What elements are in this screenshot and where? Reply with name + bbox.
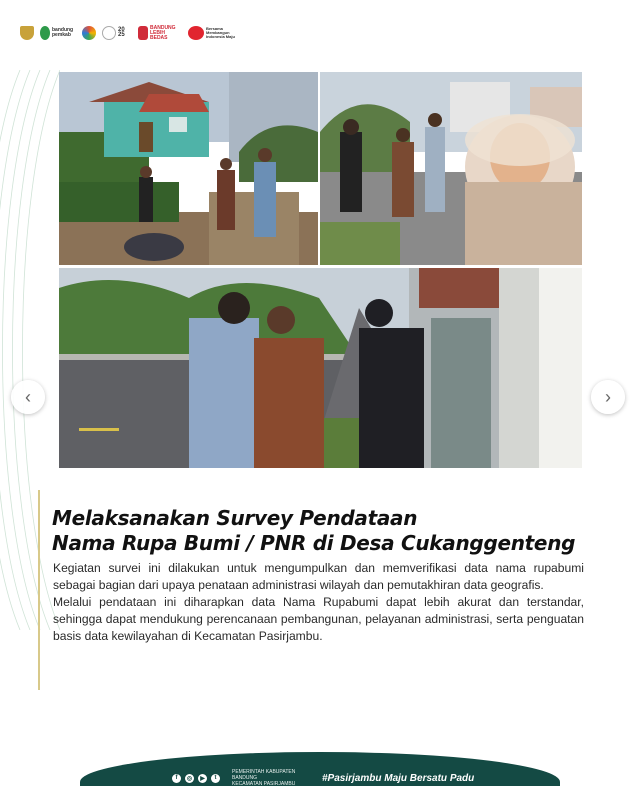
footer-org-line-2: KECAMATAN PASIRJAMBU	[232, 781, 296, 786]
bandung-lebih-bedas-logo: BANDUNG LEBIH BEDAS	[138, 26, 182, 41]
bedas-2025-logo: 20 25	[102, 26, 132, 40]
facebook-icon[interactable]: f	[172, 774, 181, 783]
twitter-icon[interactable]: t	[211, 774, 220, 783]
bedas-maju-logo: Bersama Membangun Indonesia Maju	[188, 26, 236, 40]
title-line-2: Nama Rupa Bumi / PNR di Desa Cukanggenteng	[52, 531, 576, 555]
instagram-icon[interactable]: ◎	[186, 775, 193, 782]
title-line-1: Melaksanakan Survey Pendataan	[52, 506, 418, 530]
chevron-right-icon: ›	[605, 386, 611, 407]
carousel-next-button[interactable]	[591, 380, 625, 414]
kabupaten-bandung-crest-logo	[20, 26, 34, 40]
partner-logo-bar	[20, 22, 236, 44]
footer-org-line-1: PEMERINTAH KABUPATEN BANDUNG	[232, 769, 296, 781]
body-paragraph-1: Kegiatan survei ini dilakukan untuk mengumpulkan dan memverifikasi data nama rupabumi sebagai bagian dari upaya penataan administrasi wilayah dan pemutakhiran data geografis.	[53, 561, 584, 592]
post-title	[52, 506, 612, 556]
bandung-pemkab-logo: bandung pemkab	[40, 26, 76, 40]
footer-tagline: #Pasirjambu Maju Bersatu Padu	[322, 772, 475, 784]
decorative-arc-lines	[0, 70, 60, 630]
footer-org	[232, 769, 312, 786]
chevron-left-icon: ‹	[25, 386, 31, 407]
survey-photo-village-house	[59, 72, 318, 265]
survey-photo-street-interview	[59, 268, 582, 468]
body-paragraph-2: Melalui pendataan ini diharapkan data Nama Rupabumi dapat lebih akurat dan terstandar, sehingga dapat mendukung perencanaan pembangunan, pelayanan administrasi, serta penguatan basis data kewilayahan di Kecamatan Pasirjambu.	[53, 595, 584, 643]
youtube-icon[interactable]: ▶	[198, 774, 207, 783]
carousel-prev-button[interactable]	[11, 380, 45, 414]
bandung-emblem-logo	[82, 26, 96, 40]
accent-divider	[38, 490, 40, 690]
survey-photo-roadside-selfie	[320, 72, 582, 265]
post-body	[53, 560, 584, 645]
footer-content	[172, 769, 474, 786]
